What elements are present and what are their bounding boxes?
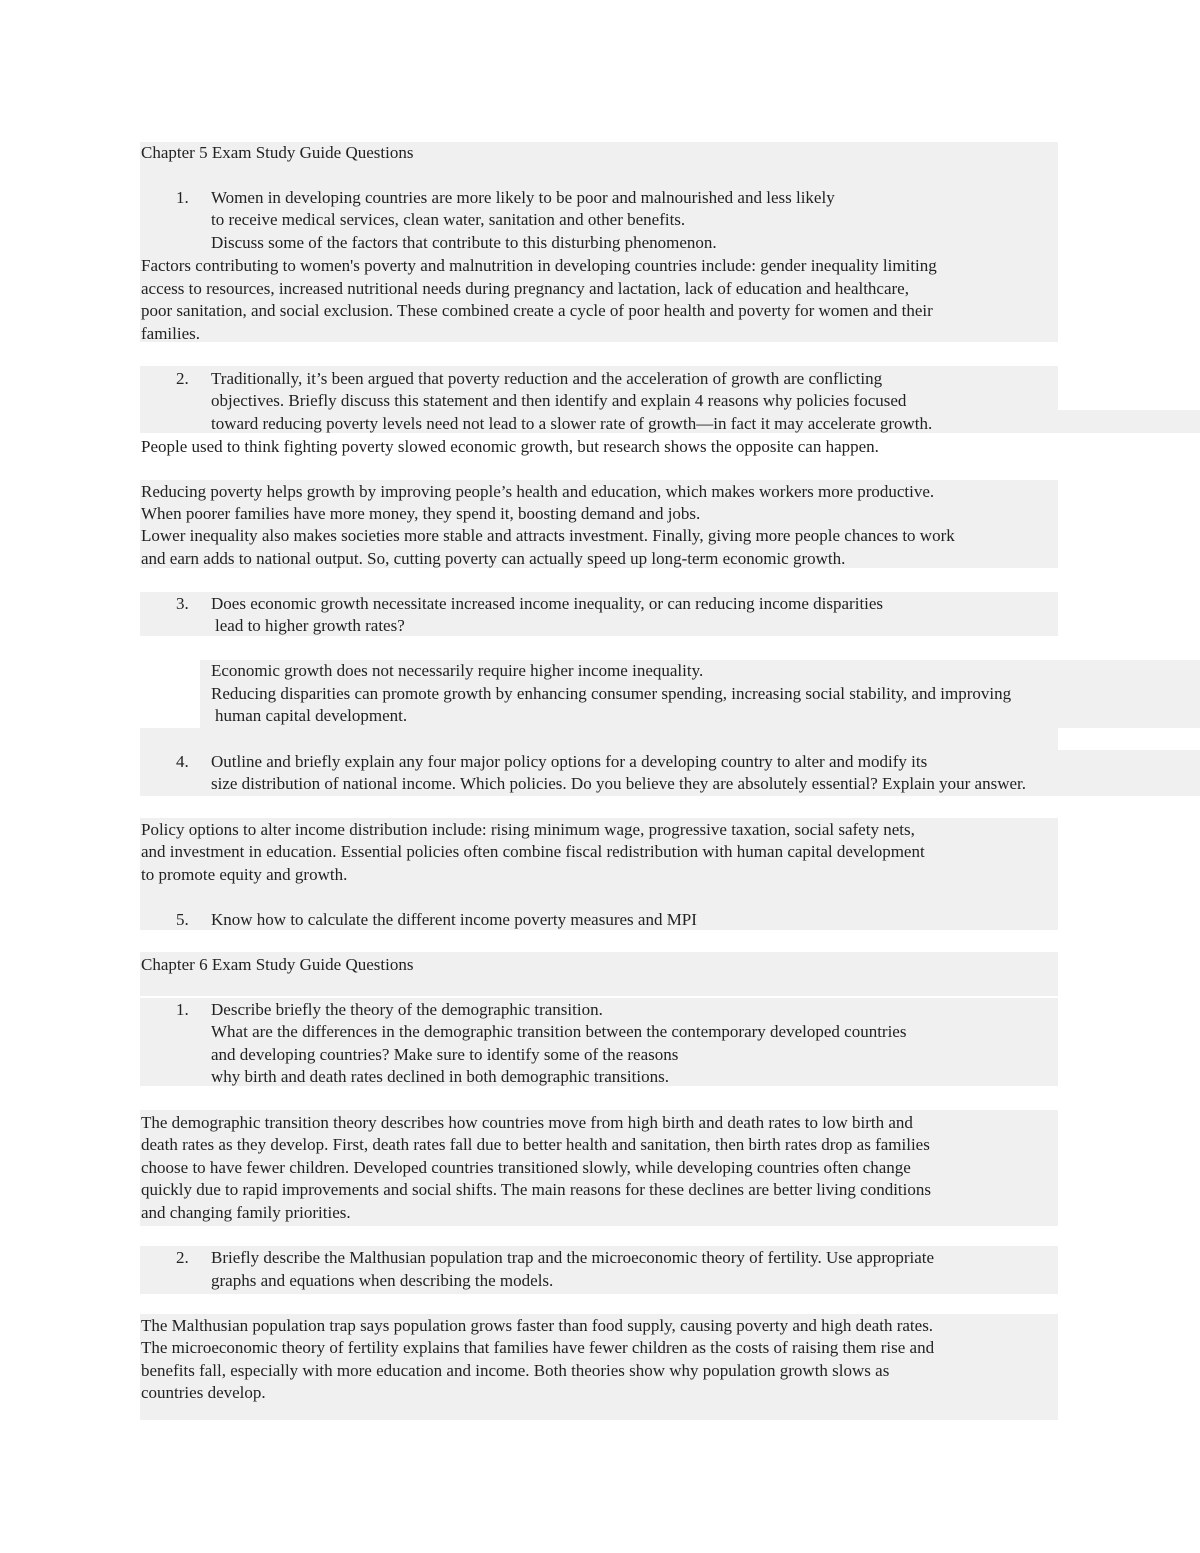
answer-text: poor sanitation, and social exclusion. These combined create a cycle of poor health and poverty for women and their — [141, 301, 933, 320]
question-text: Know how to calculate the different income poverty measures and MPI — [211, 910, 697, 929]
chapter-5-heading: Chapter 5 Exam Study Guide Questions — [141, 143, 414, 162]
answer-text: families. — [141, 324, 201, 343]
answer-text: human capital development. — [215, 706, 408, 725]
question-number: 2. — [176, 1248, 189, 1267]
question-text: What are the differences in the demographic transition between the contemporary developed countries — [211, 1022, 907, 1041]
question-number: 4. — [176, 752, 189, 771]
answer-text: quickly due to rapid improvements and social shifts. The main reasons for these declines are better living conditions — [141, 1180, 931, 1199]
answer-text: People used to think fighting poverty slowed economic growth, but research shows the opposite can happen. — [141, 437, 879, 456]
question-number: 5. — [176, 910, 189, 929]
question-number: 1. — [176, 188, 189, 207]
question-text: and developing countries? Make sure to identify some of the reasons — [211, 1045, 679, 1064]
answer-text: and investment in education. Essential policies often combine fiscal redistribution with human capital development — [141, 842, 925, 861]
answer-text: choose to have fewer children. Developed countries transitioned slowly, while developing countries often change — [141, 1158, 911, 1177]
answer-text: countries develop. — [141, 1383, 266, 1402]
answer-text: When poorer families have more money, they spend it, boosting demand and jobs. — [141, 504, 701, 523]
question-text: size distribution of national income. Which policies. Do you believe they are absolutely essential? Explain your answer. — [211, 774, 1026, 793]
answer-text: benefits fall, especially with more education and income. Both theories show why population growth slows as — [141, 1361, 890, 1380]
chapter-6-heading: Chapter 6 Exam Study Guide Questions — [141, 955, 414, 974]
answer-text: The Malthusian population trap says population grows faster than food supply, causing poverty and high death rates. — [141, 1316, 934, 1335]
answer-text: Lower inequality also makes societies more stable and attracts investment. Finally, giving more people chances to work — [141, 526, 955, 545]
answer-text: death rates as they develop. First, death rates fall due to better health and sanitation, then birth rates drop as families — [141, 1135, 930, 1154]
question-text: to receive medical services, clean water, sanitation and other benefits. — [211, 210, 686, 229]
answer-text: The microeconomic theory of fertility explains that families have fewer children as the costs of raising them rise and — [141, 1338, 935, 1357]
answer-text: and changing family priorities. — [141, 1203, 351, 1222]
question-text: Briefly describe the Malthusian population trap and the microeconomic theory of fertility. Use appropriate — [211, 1248, 935, 1267]
question-text: Describe briefly the theory of the demographic transition. — [211, 1000, 603, 1019]
question-text: Traditionally, it’s been argued that poverty reduction and the acceleration of growth are conflicting — [211, 369, 883, 388]
question-text: graphs and equations when describing the models. — [211, 1271, 554, 1290]
answer-text: Factors contributing to women's poverty and malnutrition in developing countries include: gender inequality limiting — [141, 256, 937, 275]
answer-text: Policy options to alter income distribution include: rising minimum wage, progressive taxation, social safety nets, — [141, 820, 915, 839]
question-number: 1. — [176, 1000, 189, 1019]
question-text: lead to higher growth rates? — [215, 616, 405, 635]
question-number: 3. — [176, 594, 189, 613]
question-text: Women in developing countries are more likely to be poor and malnourished and less likely — [211, 188, 835, 207]
highlight-block — [140, 728, 1058, 750]
answer-text: access to resources, increased nutritional needs during pregnancy and lactation, lack of education and healthcare, — [141, 279, 909, 298]
answer-text: Reducing disparities can promote growth by enhancing consumer spending, increasing social stability, and improving — [211, 684, 1012, 703]
question-text: Discuss some of the factors that contribute to this disturbing phenomenon. — [211, 233, 717, 252]
answer-text: The demographic transition theory describes how countries move from high birth and death rates to low birth and — [141, 1113, 913, 1132]
question-text: objectives. Briefly discuss this statement and then identify and explain 4 reasons why policies focused — [211, 391, 907, 410]
answer-text: and earn adds to national output. So, cutting poverty can actually speed up long-term economic growth. — [141, 549, 846, 568]
question-text: why birth and death rates declined in both demographic transitions. — [211, 1067, 669, 1086]
answer-text: to promote equity and growth. — [141, 865, 348, 884]
answer-text: Economic growth does not necessarily require higher income inequality. — [211, 661, 704, 680]
answer-text: Reducing poverty helps growth by improving people’s health and education, which makes workers more productive. — [141, 482, 935, 501]
question-text: Does economic growth necessitate increased income inequality, or can reducing income disparities — [211, 594, 884, 613]
question-number: 2. — [176, 369, 189, 388]
question-text: Outline and briefly explain any four major policy options for a developing country to alter and modify its — [211, 752, 928, 771]
question-text: toward reducing poverty levels need not lead to a slower rate of growth—in fact it may accelerate growth. — [211, 414, 933, 433]
